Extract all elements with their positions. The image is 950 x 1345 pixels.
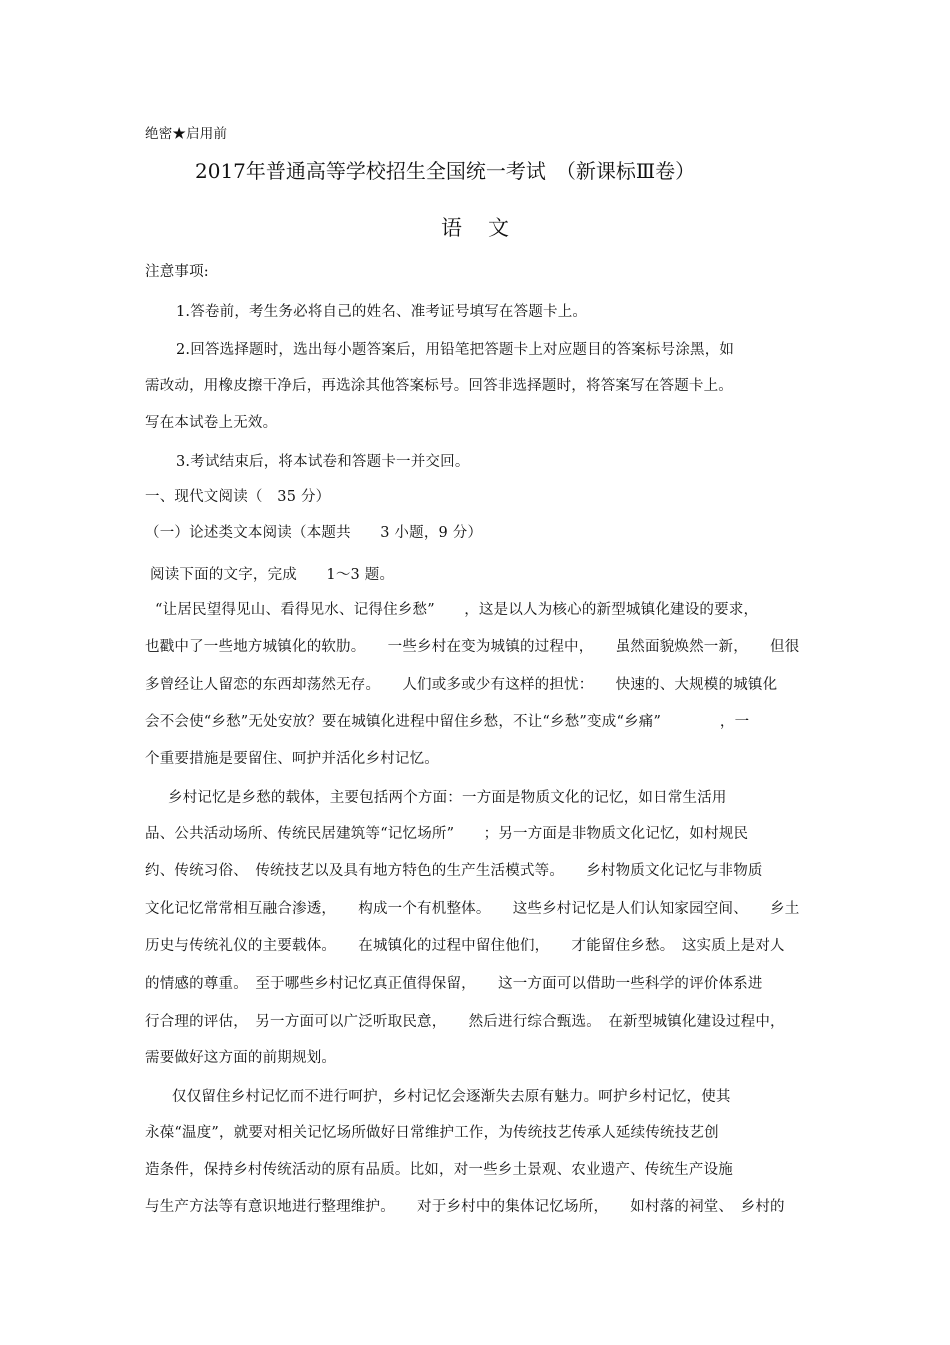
passage-line: 的情感的尊重。 至于哪些乡村记忆真正值得保留， 这一方面可以借助一些科学的评价体系进 [145, 976, 763, 992]
section-subheading: （一）论述类文本阅读（本题共 3 小题，9 分） [145, 525, 483, 541]
passage-line: 会不会使“乡愁”无处安放？要在城镇化进程中留住乡愁，不让“乡愁”变成“乡痛” ，一 [145, 714, 750, 730]
passage-line: 个重要措施是要留住、呵护并活化乡村记忆。 [145, 751, 439, 767]
reading-instruction: 阅读下面的文字，完成 1～3 题。 [150, 567, 395, 583]
notice-item: 3.考试结束后，将本试卷和答题卡一并交回。 [176, 454, 470, 470]
subject-title: 语文 [441, 216, 535, 240]
passage-line: 与生产方法等有意识地进行整理维护。 对于乡村中的集体记忆场所， 如村落的祠堂、 乡村的 [145, 1199, 785, 1215]
passage-line: 历史与传统礼仪的主要载体。 在城镇化的过程中留住他们， 才能留住乡愁。 这实质上是对人 [145, 938, 785, 954]
passage-line: 多曾经让人留恋的东西却荡然无存。 人们或多或少有这样的担忧： 快速的、大规模的城镇化 [145, 677, 778, 693]
passage-line: 品、公共活动场所、传统民居建筑等“记忆场所” ；另一方面是非物质文化记忆，如村规民 [145, 826, 749, 842]
passage-line: 乡村记忆是乡愁的载体，主要包括两个方面：一方面是物质文化的记忆，如日常生活用 [168, 790, 727, 806]
passage-line: 约、传统习俗、 传统技艺以及具有地方特色的生产生活模式等。 乡村物质文化记忆与非物质 [145, 863, 763, 879]
notice-heading: 注意事项: [145, 264, 209, 280]
passage-line: 仅仅留住乡村记忆而不进行呵护，乡村记忆会逐渐失去原有魅力。呵护乡村记忆，使其 [172, 1089, 731, 1105]
passage-line: 需要做好这方面的前期规划。 [145, 1050, 337, 1066]
passage-line: 文化记忆常常相互融合渗透， 构成一个有机整体。 这些乡村记忆是人们认知家园空间、 乡土 [145, 901, 800, 917]
notice-item: 1.答卷前，考生务必将自己的姓名、准考证号填写在答题卡上。 [176, 304, 588, 320]
notice-item: 需改动，用橡皮擦干净后，再选涂其他答案标号。回答非选择题时，将答案写在答题卡上。 [145, 378, 733, 394]
secret-mark: 绝密★启用前 [145, 126, 228, 142]
passage-line: 行合理的评估， 另一方面可以广泛听取民意， 然后进行综合甄选。 在新型城镇化建设过程中， [145, 1014, 785, 1030]
passage-line: 也戳中了一些地方城镇化的软肋。 一些乡村在变为城镇的过程中， 虽然面貌焕然一新， 但很 [145, 639, 800, 655]
passage-line: 永葆“温度”，就要对相关记忆场所做好日常维护工作，为传统技艺传承人延续传统技艺创 [145, 1125, 719, 1141]
section-heading: 一、现代文阅读（ 35 分） [145, 489, 331, 505]
exam-title: 2017年普通高等学校招生全国统一考试 （新课标Ⅲ卷） [195, 159, 696, 183]
notice-item: 写在本试卷上无效。 [145, 415, 278, 431]
notice-item: 2.回答选择题时，选出每小题答案后，用铅笔把答题卡上对应题目的答案标号涂黑，如 [176, 342, 735, 358]
passage-line: “让居民望得见山、看得见水、记得住乡愁” ，这是以人为核心的新型城镇化建设的要求， [155, 602, 759, 618]
passage-line: 造条件，保持乡村传统活动的原有品质。比如，对一些乡土景观、农业遗产、传统生产设施 [145, 1162, 733, 1178]
